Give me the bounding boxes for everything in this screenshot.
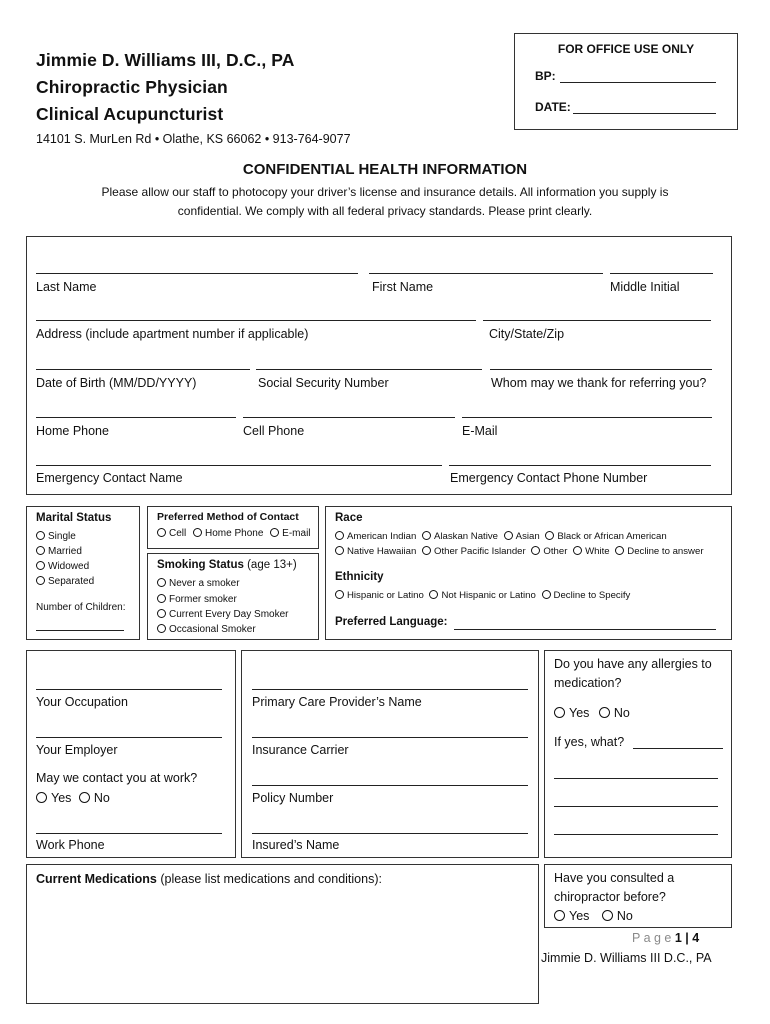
language-label: Preferred Language:	[335, 616, 448, 628]
middle-initial-label: Middle Initial	[610, 280, 680, 294]
practice-name: Jimmie D. Williams III, D.C., PA	[36, 50, 295, 70]
carrier-label: Insurance Carrier	[252, 743, 349, 757]
radio-icon	[157, 528, 166, 537]
city-state-zip-label: City/State/Zip	[489, 327, 565, 341]
radio-icon	[602, 910, 613, 921]
ssn-label: Social Security Number	[258, 376, 389, 390]
office-use-heading: FOR OFFICE USE ONLY	[557, 42, 695, 56]
radio-icon	[335, 531, 344, 540]
smoking-option[interactable]: Occasional Smoker	[157, 622, 256, 638]
allergies-box	[544, 650, 732, 858]
last-name-field[interactable]	[36, 273, 358, 274]
pcp-field[interactable]	[252, 689, 528, 690]
pcp-label: Primary Care Provider’s Name	[252, 695, 422, 709]
radio-icon	[545, 531, 554, 540]
allergies-what-field[interactable]	[633, 748, 723, 749]
date-label: DATE:	[535, 100, 571, 114]
marital-option[interactable]: Separated	[36, 574, 94, 590]
radio-icon	[599, 707, 610, 718]
marital-option[interactable]: Widowed	[36, 559, 89, 575]
allergies-options[interactable]: Yes No	[554, 706, 630, 720]
first-name-field[interactable]	[369, 273, 603, 274]
work-box	[26, 650, 236, 858]
radio-icon	[335, 546, 344, 555]
radio-icon	[36, 792, 47, 803]
office-use-box	[514, 33, 738, 130]
smoking-option[interactable]: Current Every Day Smoker	[157, 607, 288, 623]
practice-title-1: Chiropractic Physician	[36, 77, 228, 97]
contact-method-options[interactable]: Cell Home Phone E-mail	[157, 526, 311, 542]
radio-icon	[573, 546, 582, 555]
employer-field[interactable]	[36, 737, 222, 738]
radio-icon	[157, 624, 166, 633]
radio-icon	[157, 578, 166, 587]
cell-phone-label: Cell Phone	[243, 424, 305, 438]
allergies-question-1: Do you have any allergies to	[554, 657, 712, 671]
first-name-label: First Name	[372, 280, 434, 294]
radio-icon	[79, 792, 90, 803]
radio-icon	[504, 531, 513, 540]
policy-label: Policy Number	[252, 791, 334, 805]
radio-icon	[429, 590, 438, 599]
medications-heading: Current Medications (please list medications and conditions):	[36, 872, 382, 886]
carrier-field[interactable]	[252, 737, 528, 738]
form-title: CONFIDENTIAL HEALTH INFORMATION	[242, 161, 528, 178]
allergies-line[interactable]	[554, 834, 718, 835]
chiro-question-1: Have you consulted a	[554, 871, 675, 885]
radio-icon	[554, 910, 565, 921]
allergies-question-2: medication?	[554, 676, 622, 690]
dob-field[interactable]	[36, 369, 250, 370]
dob-label: Date of Birth (MM/DD/YYYY)	[36, 376, 197, 390]
cell-phone-field[interactable]	[243, 417, 455, 418]
race-options-row-2[interactable]: Native Hawaiian Other Pacific Islander Other White Decline to answer	[335, 544, 704, 560]
home-phone-field[interactable]	[36, 417, 236, 418]
smoking-status-box	[147, 553, 319, 640]
footer-doctor: Jimmie D. Williams III D.C., PA	[541, 951, 712, 965]
work-contact-options[interactable]: Yes No	[36, 791, 110, 805]
chiropractor-box	[544, 864, 732, 928]
occupation-field[interactable]	[36, 689, 222, 690]
policy-field[interactable]	[252, 785, 528, 786]
insurance-box	[241, 650, 539, 858]
chiro-question-2: chiropractor before?	[554, 890, 666, 904]
intro-line-1: Please allow our staff to photocopy your driver’s license and insurance details. All information you supply is	[101, 185, 669, 199]
smoking-heading: Smoking Status (age 13+)	[157, 559, 297, 571]
radio-icon	[36, 531, 45, 540]
address-field[interactable]	[36, 320, 476, 321]
intro-line-2: confidential. We comply with all federal privacy standards. Please print clearly.	[177, 204, 593, 218]
children-label: Number of Children:	[36, 602, 126, 613]
emergency-name-field[interactable]	[36, 465, 442, 466]
practice-title-2: Clinical Acupuncturist	[36, 104, 224, 124]
marital-option[interactable]: Married	[36, 544, 82, 560]
contact-method-heading: Preferred Method of Contact	[157, 511, 299, 523]
last-name-label: Last Name	[36, 280, 97, 294]
radio-icon	[615, 546, 624, 555]
page-number: P a g e 1 | 4	[632, 931, 700, 945]
marital-option[interactable]: Single	[36, 529, 76, 545]
practice-address: 14101 S. MurLen Rd • Olathe, KS 66062 • 913-764-9077	[36, 132, 351, 146]
medications-box[interactable]	[26, 864, 539, 1004]
ssn-field[interactable]	[256, 369, 482, 370]
ethnicity-heading: Ethnicity	[335, 571, 384, 583]
language-field[interactable]	[454, 629, 716, 630]
insured-field[interactable]	[252, 833, 528, 834]
radio-icon	[157, 594, 166, 603]
bp-label: BP:	[535, 69, 556, 83]
smoking-option[interactable]: Never a smoker	[157, 576, 240, 592]
emergency-name-label: Emergency Contact Name	[36, 471, 183, 485]
smoking-option[interactable]: Former smoker	[157, 592, 237, 608]
emergency-phone-label: Emergency Contact Phone Number	[450, 471, 648, 485]
contact-method-box	[147, 506, 319, 549]
radio-icon	[157, 609, 166, 618]
allergies-if-yes: If yes, what?	[554, 735, 625, 749]
race-options-row-1[interactable]: American Indian Alaskan Native Asian Black or African American	[335, 529, 667, 545]
ethnicity-options[interactable]: Hispanic or Latino Not Hispanic or Latino Decline to Specify	[335, 588, 630, 604]
radio-icon	[554, 707, 565, 718]
allergies-line[interactable]	[554, 778, 718, 779]
allergies-line[interactable]	[554, 806, 718, 807]
referral-field[interactable]	[490, 369, 712, 370]
radio-icon	[270, 528, 279, 537]
radio-icon	[531, 546, 540, 555]
children-field[interactable]	[36, 630, 124, 631]
work-phone-label: Work Phone	[36, 838, 105, 852]
work-phone-field[interactable]	[36, 833, 222, 834]
email-label: E-Mail	[462, 424, 498, 438]
marital-status-box	[26, 506, 140, 640]
email-field[interactable]	[462, 417, 712, 418]
radio-icon	[422, 546, 431, 555]
radio-icon	[335, 590, 344, 599]
radio-icon	[193, 528, 202, 537]
chiro-options[interactable]: Yes No	[554, 909, 633, 923]
date-field[interactable]	[573, 113, 716, 114]
radio-icon	[422, 531, 431, 540]
radio-icon	[36, 546, 45, 555]
occupation-label: Your Occupation	[36, 695, 128, 709]
home-phone-label: Home Phone	[36, 424, 109, 438]
bp-field[interactable]	[560, 82, 716, 83]
referral-label: Whom may we thank for referring you?	[491, 376, 707, 390]
personal-info-box	[26, 236, 732, 495]
radio-icon	[36, 576, 45, 585]
emergency-phone-field[interactable]	[449, 465, 711, 466]
middle-initial-field[interactable]	[610, 273, 713, 274]
race-ethnicity-box	[325, 506, 732, 640]
marital-heading: Marital Status	[36, 512, 112, 524]
race-heading: Race	[335, 512, 363, 524]
work-contact-question: May we contact you at work?	[36, 771, 198, 785]
radio-icon	[542, 590, 551, 599]
address-label: Address (include apartment number if applicable)	[36, 327, 309, 341]
radio-icon	[36, 561, 45, 570]
city-state-zip-field[interactable]	[483, 320, 711, 321]
employer-label: Your Employer	[36, 743, 118, 757]
insured-label: Insured’s Name	[252, 838, 340, 852]
